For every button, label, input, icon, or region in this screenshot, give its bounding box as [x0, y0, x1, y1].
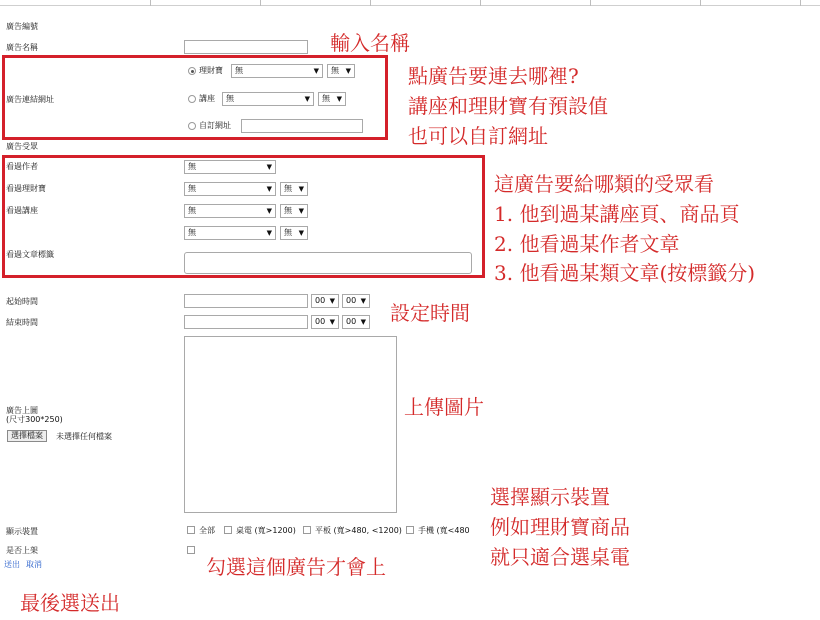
link-wealth-select-2[interactable] — [327, 64, 355, 78]
device-tablet-label: 平板 (寬>480, <1200) — [315, 526, 402, 535]
annotation-device-3: 就只適合選桌電 — [490, 545, 630, 569]
choose-file-button[interactable]: 選擇檔案 — [7, 430, 47, 442]
audience-label: 廣告受眾 — [6, 142, 38, 151]
select-value: 00 — [315, 317, 326, 326]
file-status-text: 未選擇任何檔案 — [56, 432, 112, 441]
divider-tick — [590, 0, 591, 6]
end-time-label: 結束時間 — [6, 318, 38, 327]
image-preview-box — [184, 336, 397, 513]
start-minute-select[interactable] — [342, 294, 370, 308]
link-option-custom-label: 自訂網址 — [199, 121, 231, 130]
top-divider — [0, 0, 820, 6]
link-option-lecture-label: 講座 — [199, 94, 215, 103]
viewed-wealth-select-1[interactable] — [184, 182, 276, 196]
start-date-input[interactable] — [184, 294, 308, 308]
publish-checkbox[interactable] — [187, 546, 195, 554]
select-value: 無 — [322, 94, 330, 103]
annotation-audience-4: 3. 他看過某類文章(按標籤分) — [494, 261, 756, 285]
annotation-image: 上傳圖片 — [404, 395, 484, 419]
custom-url-input[interactable] — [241, 119, 363, 133]
divider-tick — [150, 0, 151, 6]
ad-id-label: 廣告編號 — [6, 22, 38, 31]
select-value: 無 — [284, 206, 292, 215]
device-mobile-checkbox[interactable] — [406, 526, 414, 534]
image-size-hint: (尺寸300*250) — [6, 415, 63, 424]
link-lecture-select-1[interactable] — [222, 92, 314, 106]
chevron-down-icon: ▼ — [360, 318, 366, 326]
chevron-down-icon: ▼ — [266, 207, 272, 215]
link-option-wealth-label: 理財寶 — [199, 66, 223, 75]
select-value: 無 — [188, 228, 196, 237]
divider-tick — [480, 0, 481, 6]
viewed-lecture-label: 看過講座 — [6, 206, 38, 215]
select-value: 無 — [284, 228, 292, 237]
divider-tick — [800, 0, 801, 6]
select-value: 00 — [346, 296, 357, 305]
annotation-device-2: 例如理財寶商品 — [490, 515, 630, 539]
annotation-publish: 勾選這個廣告才會上 — [206, 555, 386, 579]
device-tablet-checkbox[interactable] — [303, 526, 311, 534]
viewed-tag-input[interactable] — [184, 252, 472, 274]
link-option-custom-radio[interactable] — [188, 122, 196, 130]
select-value: 無 — [188, 162, 196, 171]
start-time-label: 起始時間 — [6, 297, 38, 306]
link-option-lecture-radio[interactable] — [188, 95, 196, 103]
device-mobile-label: 手機 (寬<480 — [418, 526, 470, 535]
ad-link-label: 廣告連結網址 — [6, 95, 54, 104]
device-all-checkbox[interactable] — [187, 526, 195, 534]
annotation-link-1: 點廣告要連去哪裡? — [408, 64, 579, 88]
start-hour-select[interactable] — [311, 294, 339, 308]
device-desktop-label: 桌電 (寬>1200) — [236, 526, 296, 535]
annotation-link-3: 也可以自訂網址 — [408, 124, 548, 148]
annotation-audience-2: 1. 他到過某講座頁、商品頁 — [494, 202, 740, 226]
chevron-down-icon: ▼ — [329, 318, 335, 326]
chevron-down-icon: ▼ — [266, 163, 272, 171]
select-value: 無 — [188, 184, 196, 193]
select-value: 00 — [346, 317, 357, 326]
viewed-lecture-select-2[interactable] — [280, 204, 308, 218]
device-desktop-checkbox[interactable] — [224, 526, 232, 534]
chevron-down-icon: ▼ — [345, 67, 351, 75]
link-lecture-select-2[interactable] — [318, 92, 346, 106]
viewed-lecture-select-1[interactable] — [184, 204, 276, 218]
chevron-down-icon: ▼ — [266, 185, 272, 193]
divider-tick — [260, 0, 261, 6]
image-label: 廣告上圖 — [6, 406, 38, 415]
select-value: 無 — [284, 184, 292, 193]
viewed-author-label: 看過作者 — [6, 162, 38, 171]
select-value: 無 — [331, 66, 339, 75]
chevron-down-icon: ▼ — [304, 95, 310, 103]
end-hour-select[interactable] — [311, 315, 339, 329]
divider-tick — [700, 0, 701, 6]
publish-label: 是否上架 — [6, 546, 38, 555]
chevron-down-icon: ▼ — [360, 297, 366, 305]
chevron-down-icon: ▼ — [266, 229, 272, 237]
end-minute-select[interactable] — [342, 315, 370, 329]
annotation-audience-1: 這廣告要給哪類的受眾看 — [494, 172, 714, 196]
viewed-wealth-label: 看過理財寶 — [6, 184, 46, 193]
divider-tick — [370, 0, 371, 6]
viewed-wealth-select-2[interactable] — [280, 182, 308, 196]
device-all-label: 全部 — [199, 526, 215, 535]
link-option-wealth-radio[interactable] — [188, 67, 196, 75]
link-wealth-select-1[interactable] — [231, 64, 323, 78]
cancel-link[interactable]: 取消 — [26, 560, 42, 569]
end-date-input[interactable] — [184, 315, 308, 329]
annotation-device-1: 選擇顯示裝置 — [490, 485, 610, 509]
chevron-down-icon: ▼ — [298, 229, 304, 237]
annotation-link-2: 講座和理財寶有預設值 — [408, 94, 608, 118]
viewed-tag-label: 看過文章標籤 — [6, 250, 54, 259]
submit-link[interactable]: 送出 — [4, 560, 20, 569]
select-value: 無 — [226, 94, 234, 103]
chevron-down-icon: ▼ — [298, 185, 304, 193]
select-value: 無 — [235, 66, 243, 75]
viewed-author-select[interactable] — [184, 160, 276, 174]
viewed-extra-select-2[interactable] — [280, 226, 308, 240]
device-label: 顯示裝置 — [6, 527, 38, 536]
viewed-extra-select-1[interactable] — [184, 226, 276, 240]
chevron-down-icon: ▼ — [329, 297, 335, 305]
chevron-down-icon: ▼ — [298, 207, 304, 215]
chevron-down-icon: ▼ — [313, 67, 319, 75]
annotation-submit: 最後選送出 — [20, 591, 120, 615]
annotation-name: 輸入名稱 — [330, 31, 410, 55]
annotation-audience-3: 2. 他看過某作者文章 — [494, 232, 680, 256]
select-value: 無 — [188, 206, 196, 215]
annotation-time: 設定時間 — [390, 301, 470, 325]
select-value: 00 — [315, 296, 326, 305]
chevron-down-icon: ▼ — [336, 95, 342, 103]
ad-name-label: 廣告名稱 — [6, 43, 38, 52]
ad-name-input[interactable] — [184, 40, 308, 54]
